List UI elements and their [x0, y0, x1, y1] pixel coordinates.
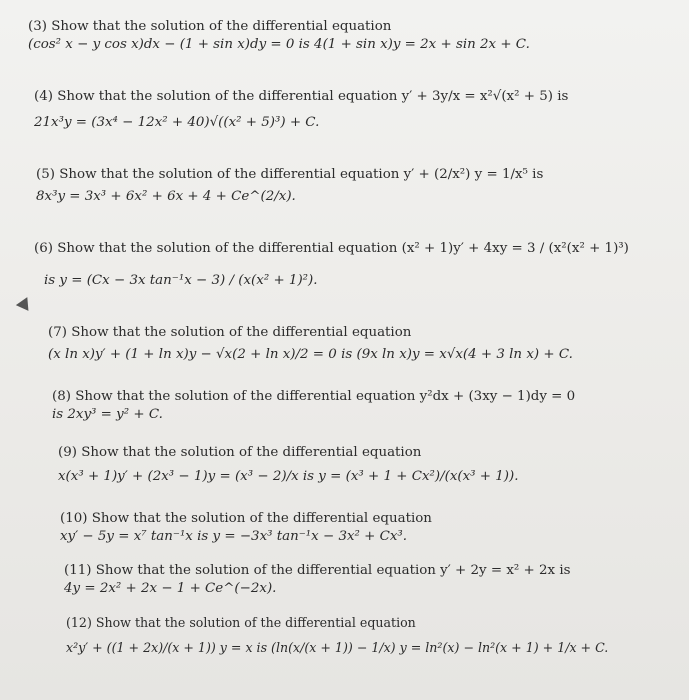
problem-8 — [52, 388, 575, 424]
problem-3-prompt: (3) Show that the solution of the differential equation — [28, 19, 392, 34]
problem-6-answer: is y = (Cx − 3x tan⁻¹x − 3) / (x(x² + 1)²). — [44, 273, 318, 289]
problem-10-equation: xy′ − 5y = x⁷ tan⁻¹x is y = −3x³ tan⁻¹x − 3x² + Cx³. — [60, 529, 408, 545]
problem-3-equation: (cos² x − y cos x)dx − (1 + sin x)dy = 0 is 4(1 + sin x)y = 2x + sin 2x + C. — [28, 37, 530, 53]
problem-4-prompt: (4) Show that the solution of the differential equation y′ + 3y/x = x²√(x² + 5) is — [34, 89, 569, 104]
problem-11-prompt: (11) Show that the solution of the differential equation y′ + 2y = x² + 2x is — [64, 563, 571, 578]
problem-9 — [58, 444, 519, 486]
problem-4-answer: 21x³y = (3x⁴ − 12x² + 40)√((x² + 5)³) + C. — [34, 115, 320, 131]
problem-10-prompt: (10) Show that the solution of the differential equation — [60, 511, 432, 526]
problem-12-prompt: (12) Show that the solution of the differential equation — [66, 615, 416, 630]
problem-5-answer: 8x³y = 3x³ + 6x² + 6x + 4 + Ce^(2/x). — [36, 189, 296, 205]
problem-7 — [48, 324, 573, 364]
problem-9-equation: x(x³ + 1)y′ + (2x³ − 1)y = (x³ − 2)/x is y = (x³ + 1 + Cx²)/(x(x³ + 1)). — [58, 469, 519, 485]
problem-6-prompt: (6) Show that the solution of the differential equation (x² + 1)y′ + 4xy = 3 / (x²(x² + 1)³) — [34, 241, 629, 256]
problem-11 — [64, 562, 570, 598]
problem-8-answer: is 2xy³ = y² + C. — [52, 407, 163, 423]
problem-11-answer: 4y = 2x² + 2x − 1 + Ce^(−2x). — [64, 581, 277, 597]
problem-6 — [34, 240, 629, 290]
mouse-pointer-icon — [16, 297, 34, 315]
problem-3 — [28, 18, 530, 54]
problem-7-prompt: (7) Show that the solution of the differential equation — [48, 325, 412, 340]
problem-4 — [34, 88, 568, 132]
problem-8-prompt: (8) Show that the solution of the differential equation y²dx + (3xy − 1)dy = 0 — [52, 389, 576, 404]
problem-9-prompt: (9) Show that the solution of the differential equation — [58, 445, 422, 460]
problem-7-equation: (x ln x)y′ + (1 + ln x)y − √x(2 + ln x)/2 = 0 is (9x ln x)y = x√x(4 + 3 ln x) + C. — [48, 347, 573, 363]
problem-5 — [36, 166, 543, 206]
problem-12-equation: x²y′ + ((1 + 2x)/(x + 1)) y = x is (ln(x/(x + 1)) − 1/x) y = ln²(x) − ln²(x + 1) + 1/x + C. — [66, 640, 609, 655]
problem-12 — [66, 614, 608, 656]
problem-5-prompt: (5) Show that the solution of the differential equation y′ + (2/x²) y = 1/x⁵ is — [36, 167, 544, 182]
problem-10 — [60, 510, 432, 546]
